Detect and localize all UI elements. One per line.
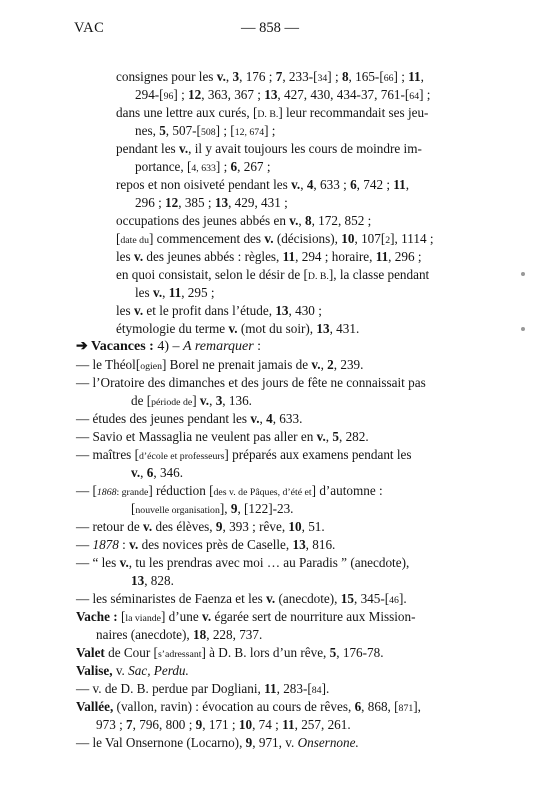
index-line: [0, 698, 540, 716]
volume-number: 11: [282, 717, 295, 732]
entry-text: ,: [298, 213, 305, 228]
volume-number: 9: [195, 717, 203, 732]
index-line: [0, 662, 540, 680]
entry-text: , 176-78.: [336, 645, 384, 660]
entry-text: , 283-[: [276, 681, 312, 696]
volume-number: v.: [216, 69, 226, 84]
volume-number: 6: [146, 465, 154, 480]
editorial-insertion: 66: [383, 73, 394, 84]
entry-text: (mot du soir),: [237, 321, 317, 336]
entry-text: ] réduction [: [148, 483, 214, 498]
entry-text: repos et non oisiveté pendant les: [116, 177, 292, 192]
index-line: [0, 230, 540, 248]
volume-number: 13: [264, 87, 278, 102]
entry-headword: Valet: [76, 645, 105, 660]
entry-text: naires (anecdote),: [96, 627, 194, 642]
index-line: [0, 446, 540, 464]
entry-text: , 172, 852 ;: [311, 213, 372, 228]
entry-text: ]: [192, 393, 200, 408]
entry-text: [: [131, 501, 136, 516]
entry-text: , il y avait toujours les cours de moindre im-: [188, 141, 422, 156]
entry-text: , 294 ; horaire,: [295, 249, 376, 264]
index-line: [0, 176, 540, 194]
editorial-insertion: période de: [151, 397, 193, 408]
entry-text: , 228, 737.: [206, 627, 263, 642]
entry-text: les: [116, 249, 134, 264]
italic-text: A remarquer: [183, 339, 254, 354]
index-line: [0, 590, 540, 608]
entry-text: :: [118, 537, 130, 552]
editorial-insertion: 64: [409, 91, 420, 102]
editorial-insertion: 12, 674: [234, 127, 265, 138]
entry-text: ] ;: [173, 87, 189, 102]
volume-number: 9: [230, 501, 238, 516]
index-line: [0, 482, 540, 500]
entry-text: — les séminaristes de Faenza et les: [76, 591, 267, 606]
entry-text: nes,: [135, 123, 160, 138]
volume-number: v.: [179, 141, 189, 156]
entry-text: ],: [219, 501, 231, 516]
entry-text: ,: [140, 465, 147, 480]
page-number: — 858 —: [241, 20, 299, 36]
entry-text: ] ;: [215, 159, 231, 174]
volume-number: v.: [311, 357, 321, 372]
index-line: [0, 734, 540, 752]
entry-text: ,: [225, 69, 233, 84]
entry-text: — Savio et Massaglia ne veulent pas aller en: [76, 429, 317, 444]
entry-text: en quoi consistait, selon le désir de [: [116, 267, 308, 282]
entry-text: de [: [131, 393, 152, 408]
volume-number: v.: [250, 411, 260, 426]
editorial-insertion: 2: [385, 235, 391, 246]
entry-text: ] ;: [393, 69, 409, 84]
volume-number: 13: [316, 321, 330, 336]
entry-text: les: [135, 285, 153, 300]
volume-number: 10: [341, 231, 355, 246]
index-line: [0, 572, 540, 590]
index-line: [0, 464, 540, 482]
index-line: [0, 536, 540, 554]
entry-text: (décisions),: [273, 231, 342, 246]
entry-text: — v. de D. B. perdue par Dogliani,: [76, 681, 265, 696]
editorial-insertion: 1868: [96, 487, 117, 498]
entry-text: , 507-[: [165, 123, 201, 138]
volume-number: 11: [408, 69, 421, 84]
volume-number: 6: [230, 159, 238, 174]
volume-number: v.: [264, 231, 274, 246]
volume-number: 5: [159, 123, 166, 138]
entry-text: ,: [259, 411, 267, 426]
volume-number: 11: [393, 177, 406, 192]
entry-text: , 282.: [338, 429, 369, 444]
volume-number: 10: [288, 519, 302, 534]
volume-number: 13: [292, 537, 306, 552]
index-line: [0, 68, 540, 86]
entry-text: des élèves,: [152, 519, 216, 534]
entry-text: ] Borel ne prenait jamais de: [161, 357, 312, 372]
editorial-insertion: date du: [120, 235, 149, 246]
index-line: [0, 338, 540, 356]
volume-number: 11: [282, 249, 296, 264]
entry-text: ] d’une: [160, 609, 202, 624]
italic-text: 1878: [92, 537, 119, 552]
index-line: [0, 104, 540, 122]
index-line: [0, 86, 540, 104]
entry-text: , 346.: [153, 465, 184, 480]
entry-headword: Vache :: [76, 609, 118, 624]
entry-text: , 363, 367 ;: [201, 87, 265, 102]
editorial-insertion: s’adressant: [157, 649, 202, 660]
entry-text: (anecdote),: [275, 591, 341, 606]
entry-text: dans une lettre aux curés, [: [116, 105, 258, 120]
volume-number: 9: [215, 519, 223, 534]
index-line: [0, 644, 540, 662]
index-line: [0, 716, 540, 734]
volume-number: 12: [165, 195, 179, 210]
entry-text: , 796, 800 ;: [132, 717, 196, 732]
entry-text: [: [117, 609, 126, 624]
index-line: [0, 158, 540, 176]
volume-number: 11: [375, 249, 389, 264]
index-line: [0, 500, 540, 518]
volume-number: v.: [199, 393, 210, 408]
volume-number: 13: [131, 573, 145, 588]
entry-text: portance, [: [135, 159, 192, 174]
entry-text: :: [253, 339, 262, 354]
index-line: [0, 554, 540, 572]
entry-text: ,: [420, 69, 424, 84]
entry-text: 4) –: [153, 339, 184, 354]
entry-text: , 393 ; rêve,: [222, 519, 289, 534]
index-line: [0, 518, 540, 536]
index-line: [0, 356, 540, 374]
entry-text: — “ les: [76, 555, 120, 570]
editorial-insertion: D. B.: [257, 109, 279, 120]
entry-text: 294-[: [135, 87, 164, 102]
entry-text: — maîtres [: [76, 447, 139, 462]
entry-text: ] commencement des: [148, 231, 265, 246]
entry-text: ] leur recommandait ses jeu-: [278, 105, 429, 120]
entry-text: — études des jeunes pendant les: [76, 411, 251, 426]
entry-text: ] d’automne :: [311, 483, 383, 498]
editorial-insertion: 34: [317, 73, 328, 84]
entry-text: ] ;: [419, 87, 431, 102]
running-head: VAC: [74, 20, 105, 36]
volume-number: 3: [215, 393, 223, 408]
index-line: [0, 302, 540, 320]
entry-headword: ➔ Vacances :: [76, 339, 154, 354]
volume-number: 7: [126, 717, 133, 732]
index-line: [0, 320, 540, 338]
entry-text: , 385 ;: [178, 195, 215, 210]
volume-number: 13: [275, 303, 289, 318]
entry-text: 296 ;: [135, 195, 166, 210]
entry-text: ] à D. B. lors d’un rêve,: [201, 645, 330, 660]
volume-number: 18: [193, 627, 207, 642]
entry-text: ,: [300, 177, 307, 192]
entry-text: ].: [398, 591, 407, 606]
margin-dot: [521, 327, 525, 331]
index-entries: [0, 68, 540, 752]
entry-text: , 267 ;: [237, 159, 271, 174]
index-line: [0, 194, 540, 212]
volume-number: v.: [133, 249, 144, 264]
volume-number: v.: [266, 591, 276, 606]
entry-text: , 233-[: [282, 69, 318, 84]
editorial-insertion: : grande: [116, 487, 149, 498]
index-line: [0, 212, 540, 230]
entry-text: occupations des jeunes abbés en: [116, 213, 290, 228]
entry-text: les: [116, 303, 134, 318]
editorial-insertion: d’école et professeurs: [139, 451, 225, 462]
volume-number: 13: [214, 195, 229, 210]
entry-text: , [122]-23.: [237, 501, 294, 516]
volume-number: v.: [131, 465, 141, 480]
page-header: [0, 20, 540, 40]
volume-number: 2: [327, 357, 334, 372]
entry-text: ], 1114 ;: [390, 231, 434, 246]
volume-number: v.: [119, 555, 129, 570]
index-line: [0, 410, 540, 428]
entry-text: des novices près de Caselle,: [138, 537, 293, 552]
entry-text: , 295 ;: [181, 285, 215, 300]
entry-text: —: [76, 537, 93, 552]
entry-text: et le profit dans l’étude,: [143, 303, 276, 318]
volume-number: v.: [152, 285, 163, 300]
entry-text: , 431.: [329, 321, 360, 336]
volume-number: v.: [316, 429, 326, 444]
entry-text: consignes pour les: [116, 69, 217, 84]
volume-number: 11: [168, 285, 182, 300]
entry-text: ] ;: [327, 69, 342, 84]
volume-number: 4: [266, 411, 273, 426]
italic-text: Onsernone.: [297, 735, 359, 750]
volume-number: 6: [354, 699, 362, 714]
entry-text: 973 ;: [96, 717, 127, 732]
entry-headword: Valise,: [76, 663, 113, 678]
entry-text: ], la classe pendant: [328, 267, 430, 282]
entry-text: , 828.: [144, 573, 174, 588]
editorial-insertion: des v. de Pâques, d’été et: [213, 487, 312, 498]
editorial-insertion: 96: [163, 91, 174, 102]
entry-text: , 633 ;: [313, 177, 351, 192]
editorial-insertion: 871: [398, 703, 414, 714]
entry-text: — retour de: [76, 519, 144, 534]
index-line: [0, 626, 540, 644]
entry-text: , 430 ;: [288, 303, 322, 318]
entry-text: , 971, v.: [252, 735, 298, 750]
index-line: [0, 266, 540, 284]
entry-text: , 176 ;: [239, 69, 276, 84]
editorial-insertion: 46: [389, 595, 399, 606]
entry-headword: Vallée,: [76, 699, 114, 714]
entry-text: , 51.: [301, 519, 325, 534]
volume-number: 5: [332, 429, 339, 444]
entry-text: , 257, 261.: [294, 717, 351, 732]
italic-text: Sac, Perdu.: [128, 663, 189, 678]
entry-text: , 107[: [354, 231, 386, 246]
editorial-insertion: nouvelle organisation: [135, 505, 220, 516]
entry-text: — [: [76, 483, 97, 498]
entry-text: égarée sert de nourriture aux Mission-: [211, 609, 416, 624]
volume-number: v.: [133, 303, 144, 318]
entry-text: ] ; [: [215, 123, 235, 138]
volume-number: 6: [350, 177, 357, 192]
entry-text: , 427, 430, 434-37, 761-[: [277, 87, 410, 102]
index-line: [0, 392, 540, 410]
entry-text: , tu les prendras avec moi … au Paradis ” (anecdote),: [128, 555, 410, 570]
volume-number: v.: [228, 321, 238, 336]
entry-text: , 165-[: [348, 69, 384, 84]
entry-text: — le Théol[: [76, 357, 141, 372]
entry-text: , 296 ;: [388, 249, 422, 264]
entry-text: ] ;: [264, 123, 276, 138]
entry-text: ],: [413, 699, 421, 714]
entry-text: , 345-[: [353, 591, 390, 606]
volume-number: v.: [291, 177, 301, 192]
editorial-insertion: ogien: [140, 361, 162, 372]
entry-text: [: [116, 231, 121, 246]
entry-text: v.: [112, 663, 129, 678]
volume-number: 4: [306, 177, 314, 192]
index-line: [0, 428, 540, 446]
entry-text: ,: [320, 357, 328, 372]
entry-text: — le Val Onsernone (Locarno),: [76, 735, 246, 750]
volume-number: v.: [143, 519, 153, 534]
volume-number: 7: [275, 69, 283, 84]
editorial-insertion: 84: [311, 685, 322, 696]
index-line: [0, 680, 540, 698]
entry-text: , 816.: [305, 537, 336, 552]
entry-text: ,: [162, 285, 169, 300]
entry-text: , 171 ;: [202, 717, 239, 732]
volume-number: v.: [202, 609, 212, 624]
editorial-insertion: 508: [200, 127, 216, 138]
volume-number: 8: [341, 69, 349, 84]
volume-number: v.: [129, 537, 139, 552]
entry-text: ,: [325, 429, 333, 444]
volume-number: 12: [188, 87, 202, 102]
index-line: [0, 284, 540, 302]
entry-text: , 239.: [333, 357, 364, 372]
entry-text: de Cour [: [104, 645, 158, 660]
entry-text: , 74 ;: [252, 717, 283, 732]
editorial-insertion: D. B.: [307, 271, 329, 282]
index-line: [0, 248, 540, 266]
entry-text: pendant les: [116, 141, 179, 156]
index-line: [0, 140, 540, 158]
index-line: [0, 608, 540, 626]
margin-dot: [521, 272, 525, 276]
volume-number: 5: [329, 645, 337, 660]
editorial-insertion: la viande: [125, 613, 161, 624]
entry-text: , 136.: [222, 393, 252, 408]
volume-number: 10: [238, 717, 253, 732]
volume-number: 8: [304, 213, 312, 228]
index-line: [0, 374, 540, 392]
entry-text: , 633.: [272, 411, 303, 426]
entry-text: ,: [405, 177, 410, 192]
volume-number: 3: [232, 69, 240, 84]
entry-text: , 429, 431 ;: [228, 195, 288, 210]
entry-text: ] préparés aux examens pendant les: [224, 447, 412, 462]
volume-number: 15: [340, 591, 354, 606]
entry-text: des jeunes abbés : règles,: [143, 249, 283, 264]
entry-text: ].: [321, 681, 330, 696]
editorial-insertion: 4, 633: [191, 163, 216, 174]
entry-text: ,: [209, 393, 216, 408]
index-line: [0, 122, 540, 140]
entry-text: étymologie du terme: [116, 321, 229, 336]
entry-text: — l’Oratoire des dimanches et des jours de fête ne connaissait pas: [76, 375, 426, 390]
entry-text: , 742 ;: [356, 177, 394, 192]
volume-number: v.: [289, 213, 299, 228]
entry-text: (vallon, ravin) : évocation au cours de rêves,: [113, 699, 355, 714]
entry-text: , 868, [: [361, 699, 399, 714]
volume-number: 9: [245, 735, 253, 750]
volume-number: 11: [264, 681, 277, 696]
